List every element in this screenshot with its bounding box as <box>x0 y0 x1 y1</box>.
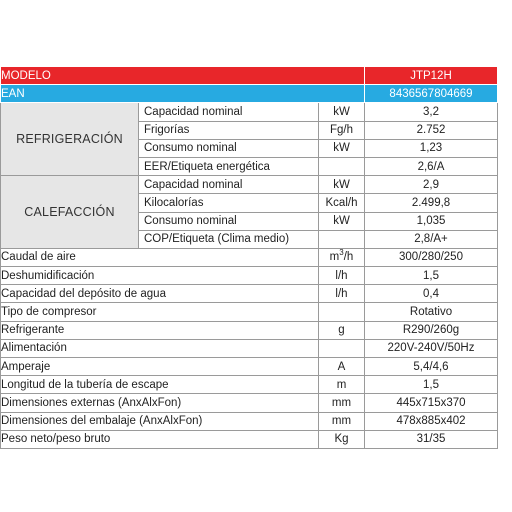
table-row <box>1 412 498 430</box>
row-value: 2.499,8 <box>365 194 498 212</box>
row-name: Alimentación <box>1 339 319 357</box>
row-name: Consumo nominal <box>139 139 319 157</box>
ean-label: EAN <box>1 85 365 103</box>
row-unit: Kcal/h <box>319 194 365 212</box>
row-name: Consumo nominal <box>139 212 319 230</box>
row-value: 445x715x370 <box>365 394 498 412</box>
row-name: Frigorías <box>139 121 319 139</box>
row-value: 2,6/A <box>365 157 498 175</box>
row-unit <box>319 303 365 321</box>
row-value: 1,5 <box>365 376 498 394</box>
row-unit: kW <box>319 139 365 157</box>
row-name: Peso neto/peso bruto <box>1 430 319 448</box>
row-unit: mm <box>319 394 365 412</box>
table-row <box>1 285 498 303</box>
row-unit: Kg <box>319 430 365 448</box>
row-unit: mm <box>319 412 365 430</box>
row-name: Deshumidificación <box>1 267 319 285</box>
table-row <box>1 358 498 376</box>
row-unit: kW <box>319 212 365 230</box>
ean-value: 8436567804669 <box>365 85 498 103</box>
row-value: 1,5 <box>365 267 498 285</box>
row-unit: A <box>319 358 365 376</box>
row-unit <box>319 157 365 175</box>
row-unit: kW <box>319 103 365 121</box>
row-name: Refrigerante <box>1 321 319 339</box>
table-row <box>1 394 498 412</box>
table-row <box>1 103 498 121</box>
row-name: Dimensiones del embalaje (AnxAlxFon) <box>1 412 319 430</box>
table-row <box>1 267 498 285</box>
ean-row <box>1 85 498 103</box>
row-value: 2,9 <box>365 176 498 194</box>
row-name: Kilocalorías <box>139 194 319 212</box>
row-value: 2,8/A+ <box>365 230 498 248</box>
model-value: JTP12H <box>365 67 498 85</box>
spec-table <box>0 66 498 449</box>
row-value: 3,2 <box>365 103 498 121</box>
row-unit <box>319 230 365 248</box>
group-label-refrigeracion: REFRIGERACIÓN <box>1 103 139 176</box>
row-name: Capacidad del depósito de agua <box>1 285 319 303</box>
row-name: Capacidad nominal <box>139 103 319 121</box>
row-value: 1,035 <box>365 212 498 230</box>
row-name: Dimensiones externas (AnxAlxFon) <box>1 394 319 412</box>
table-row <box>1 376 498 394</box>
row-unit <box>319 339 365 357</box>
row-value: R290/260g <box>365 321 498 339</box>
row-unit: g <box>319 321 365 339</box>
row-value: 220V-240V/50Hz <box>365 339 498 357</box>
table-row <box>1 176 498 194</box>
row-name: Longitud de la tubería de escape <box>1 376 319 394</box>
row-name: Amperaje <box>1 358 319 376</box>
row-name: EER/Etiqueta energética <box>139 157 319 175</box>
row-unit: l/h <box>319 267 365 285</box>
row-value: 0,4 <box>365 285 498 303</box>
row-unit: l/h <box>319 285 365 303</box>
row-value: 300/280/250 <box>365 248 498 266</box>
row-value: 2.752 <box>365 121 498 139</box>
model-label: MODELO <box>1 67 365 85</box>
group-label-calefaccion: CALEFACCIÓN <box>1 176 139 249</box>
table-row <box>1 430 498 448</box>
row-value: 5,4/4,6 <box>365 358 498 376</box>
row-value: 1,23 <box>365 139 498 157</box>
table-row <box>1 248 498 266</box>
row-value: 31/35 <box>365 430 498 448</box>
row-unit: $m^3/h$ <box>319 248 365 266</box>
table-row <box>1 339 498 357</box>
row-name: Caudal de aire <box>1 248 319 266</box>
table-row <box>1 321 498 339</box>
row-value: Rotativo <box>365 303 498 321</box>
model-row <box>1 67 498 85</box>
row-value: 478x885x402 <box>365 412 498 430</box>
table-row <box>1 303 498 321</box>
row-unit: kW <box>319 176 365 194</box>
row-name: Capacidad nominal <box>139 176 319 194</box>
row-unit: Fg/h <box>319 121 365 139</box>
row-unit: m <box>319 376 365 394</box>
row-name: COP/Etiqueta (Clima medio) <box>139 230 319 248</box>
row-name: Tipo de compresor <box>1 303 319 321</box>
